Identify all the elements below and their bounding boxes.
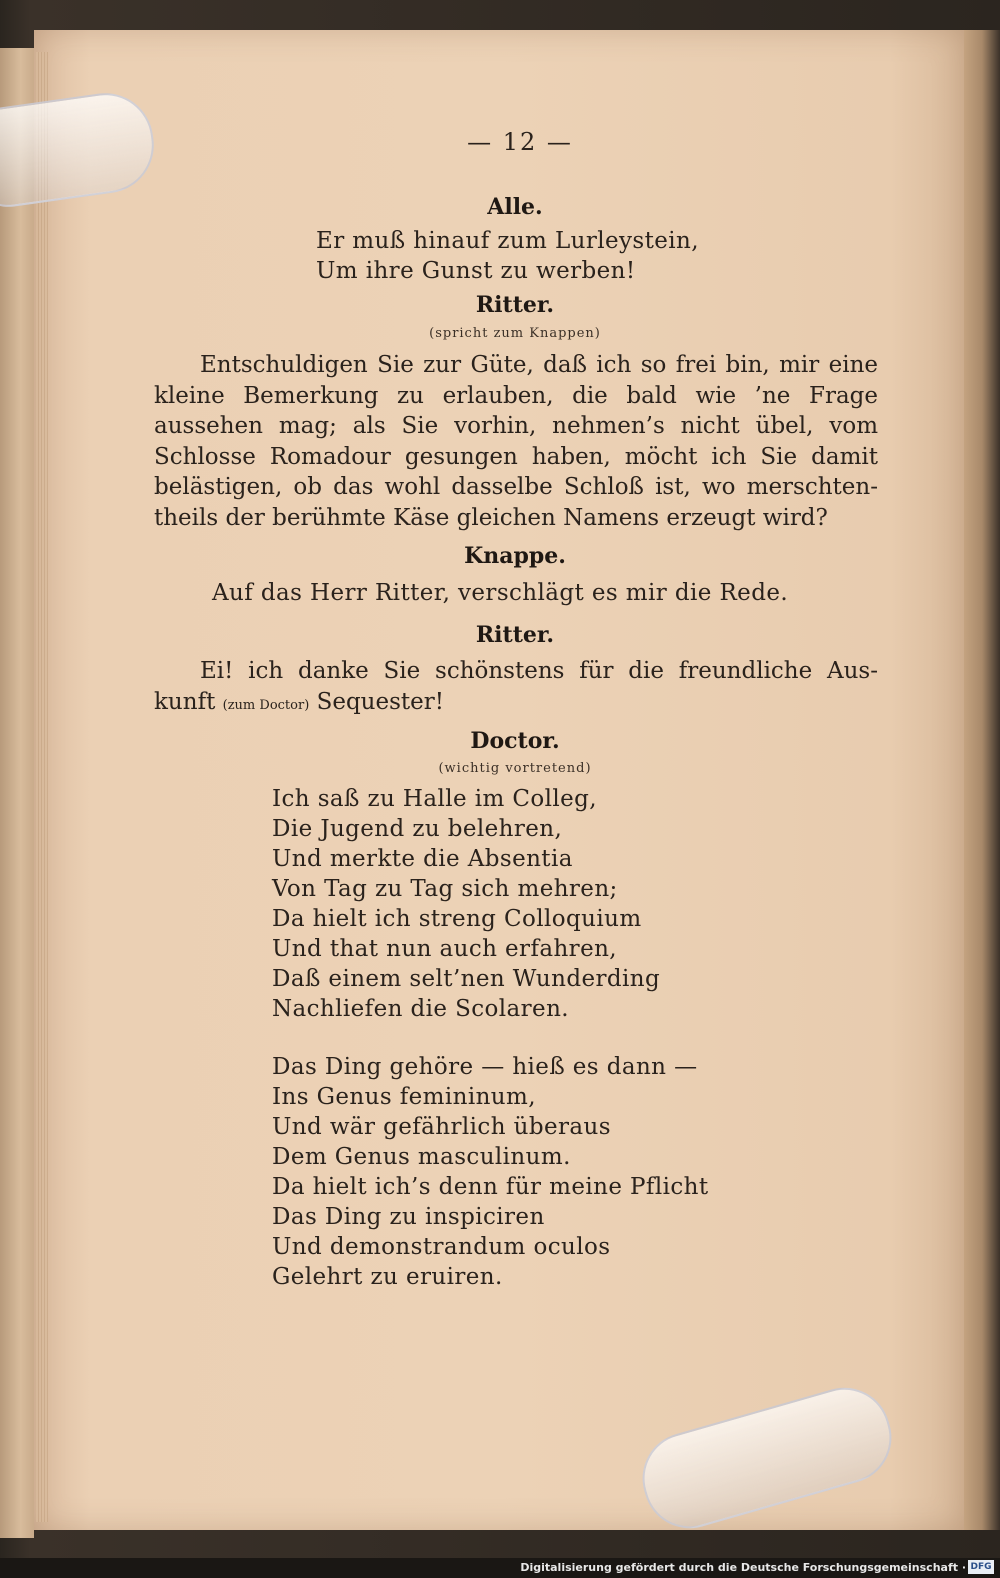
book-page [34,30,964,1530]
ritter2-text-part1: Ei! ich danke Sie schönstens für die freundliche Aus-kunft [154,658,878,715]
doctor-s1-line-8: Nachliefen die Scolaren. [272,996,569,1022]
speaker-ritter: Ritter. [475,292,555,318]
doctor-s2-line-7: Und demonstrandum oculos [272,1234,611,1260]
knappe-speech: Auf das Herr Ritter, verschlägt es mir die Rede. [212,580,789,606]
doctor-s2-line-2: Ins Genus femininum, [272,1084,536,1110]
ritter2-text-part2: Sequester! [316,688,444,715]
footer-credit: Digitalisierung gefördert durch die Deutsche Forschungsgemeinschaft · [520,1561,966,1574]
alle-line-1: Er muß hinauf zum Lurleystein, [316,228,699,254]
doctor-s1-line-4: Von Tag zu Tag sich mehren; [272,876,618,902]
doctor-s2-line-4: Dem Genus masculinum. [272,1144,571,1170]
page-number: — 12 — [467,128,573,156]
doctor-s2-line-3: Und wär gefährlich überaus [272,1114,611,1140]
ritter-speech: Entschuldigen Sie zur Güte, daß ich so frei bin, mir eine kleine Bemerkung zu erlauben, die bald wie ’ne Frage aussehen mag; als Sie vorhin, nehmen’s nicht übel, vom Schlosse Romadour gesungen haben, möcht ich Sie damit belästigen, ob das wohl dasselbe Schloß ist, wo merschten-theils der berühmte Käse gleichen Namens erzeugt wird? [154,352,878,531]
doctor-s2-line-5: Da hielt ich’s denn für meine Pflicht [272,1174,709,1200]
doctor-s1-line-6: Und that nun auch erfahren, [272,936,618,962]
ritter2-direction: (zum Doctor) [222,697,310,713]
right-page-edge [964,30,1000,1530]
stage-direction-ritter: (spricht zum Knappen) [429,326,601,341]
doctor-s1-line-7: Daß einem selt’nen Wunderding [272,966,661,992]
speaker-ritter-2: Ritter. [475,622,555,648]
dfg-logo: DFG [968,1560,994,1574]
speaker-alle: Alle. [487,194,543,220]
doctor-s1-line-3: Und merkte die Absentia [272,846,573,872]
doctor-s1-line-1: Ich saß zu Halle im Colleg, [272,786,598,812]
speaker-doctor: Doctor. [470,728,560,754]
ritter-speech-2 [154,656,878,721]
doctor-s2-line-8: Gelehrt zu eruiren. [272,1264,503,1290]
doctor-s1-line-2: Die Jugend zu belehren, [272,816,563,842]
doctor-s2-line-1: Das Ding gehöre — hieß es dann — [272,1054,698,1080]
doctor-s2-line-6: Das Ding zu inspiciren [272,1204,545,1230]
stage-direction-doctor: (wichtig vortretend) [438,761,592,776]
left-page-edge [0,48,34,1538]
speaker-knappe: Knappe. [464,543,566,569]
alle-line-2: Um ihre Gunst zu werben! [316,258,636,284]
page-stack-edge [36,52,48,1522]
doctor-s1-line-5: Da hielt ich streng Colloquium [272,906,642,932]
